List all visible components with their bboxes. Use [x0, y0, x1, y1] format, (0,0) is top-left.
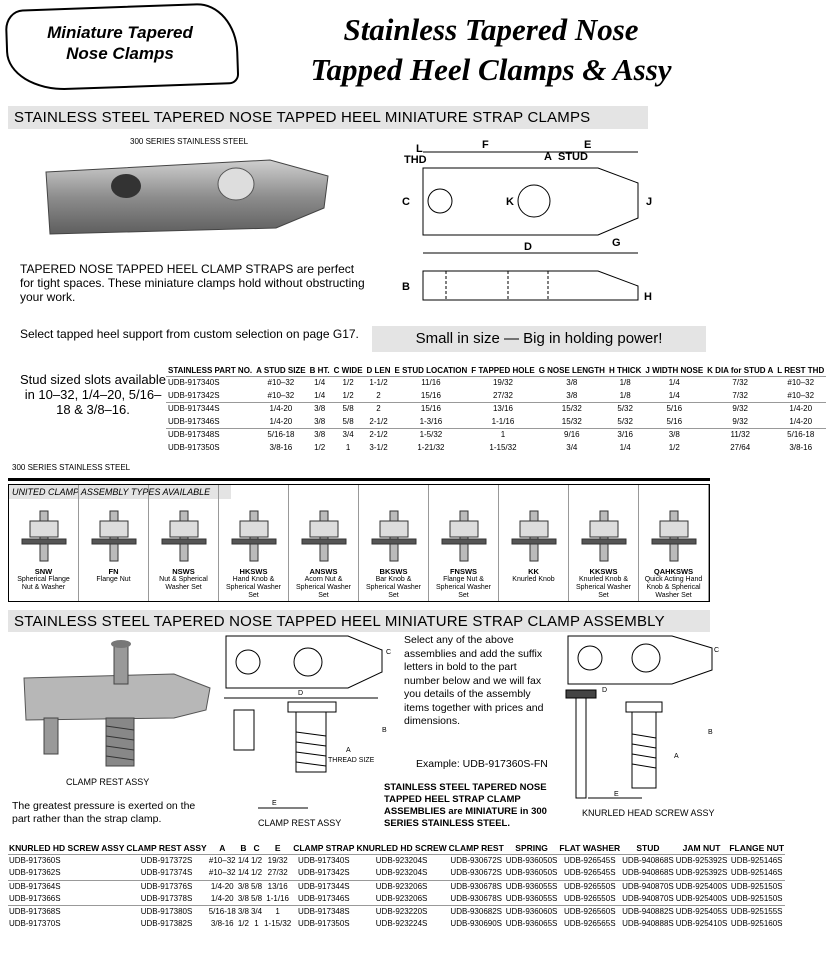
table-cell: #10–32: [267, 390, 295, 400]
table-cell: 3/4: [250, 907, 263, 917]
table-cell: 3/8: [668, 430, 680, 439]
table-row: [8, 906, 785, 919]
table-cell: 1: [275, 907, 280, 917]
dim-label-c: C: [402, 196, 410, 208]
table-cell: 1/2: [237, 919, 249, 929]
diag-label-e: E: [272, 800, 277, 807]
diagram1-caption: CLAMP REST ASSY: [258, 818, 342, 828]
table-cell: 1/8: [619, 390, 631, 400]
table-cell: 3/8: [314, 404, 326, 413]
dim-label-k: K: [506, 196, 514, 208]
table-cell: 1/2: [342, 390, 354, 400]
diag2-label-c: C: [714, 647, 720, 654]
table-cell: UDB-917344S: [298, 881, 350, 891]
table-cell: 1/8: [619, 378, 631, 387]
table-cell: 9/16: [564, 430, 580, 439]
slogan: Small in size — Big in holding power!: [372, 326, 706, 352]
table-cell: UDB-923220S: [375, 907, 428, 917]
strap-col-header: C WIDE: [333, 366, 363, 375]
dim-label-l: L: [416, 143, 423, 155]
table-cell: UDB-940868S: [622, 868, 674, 878]
assy-col-header: B: [240, 843, 247, 853]
table-cell: UDB-926550S: [563, 881, 616, 891]
dim-label-f: F: [482, 139, 489, 151]
dim-label-d: D: [524, 241, 532, 253]
table-cell: UDB-917372S: [140, 856, 193, 865]
section1-select-text: Select tapped heel support from custom selection on page G17.: [20, 327, 359, 341]
assy-col-header: C: [253, 843, 260, 853]
table-cell: UDB-925150S: [730, 893, 783, 903]
table-cell: UDB-940868S: [622, 856, 674, 865]
strap-col-header: A STUD SIZE: [256, 366, 306, 375]
table-cell: UDB-917346S: [298, 893, 350, 903]
table-cell: 15/16: [420, 404, 441, 413]
strap-col-header: D LEN: [366, 366, 391, 375]
table-cell: #10–32: [787, 378, 815, 387]
title-line-1: Stainless Tapered Nose: [343, 12, 639, 47]
table-cell: 9/32: [732, 416, 748, 426]
table-row: [166, 442, 826, 455]
table-cell: 2: [376, 390, 381, 400]
knurled-screw-assy-diagram: [562, 630, 728, 806]
table-row: [8, 893, 785, 906]
table-cell: UDB-917370S: [9, 919, 61, 929]
table-cell: UDB-925405S: [675, 907, 728, 917]
assembly-type-desc: Acorn Nut & Spherical Washer Set: [296, 576, 351, 599]
table-cell: 27/64: [730, 442, 751, 452]
assembly-type-kk: [499, 485, 569, 601]
table-cell: 1/2: [314, 442, 326, 452]
strap-col-header: K DIA for STUD A: [707, 366, 774, 375]
table-cell: 3/8: [314, 430, 326, 439]
table-cell: 1/2: [668, 442, 680, 452]
table-row: [166, 429, 826, 442]
table-cell: UDB-940870S: [622, 881, 674, 891]
title-line-2: Tapped Heel Clamps & Assy: [310, 52, 672, 87]
table-cell: 1/4: [668, 378, 680, 387]
assy-col-header: E: [274, 843, 281, 853]
table-cell: 15/16: [420, 390, 441, 400]
table-row: [8, 867, 785, 880]
table-cell: UDB-923204S: [375, 856, 428, 865]
table-cell: 13/16: [492, 404, 513, 413]
assembly-icon: [359, 501, 429, 563]
assembly-type-desc: Nut & Spherical Washer Set: [159, 576, 208, 591]
table-cell: UDB-917378S: [140, 893, 193, 903]
table-cell: UDB-917340S: [168, 378, 220, 387]
dim-label-thd: THD: [404, 154, 427, 166]
assembly-type-desc: Bar Knob & Spherical Washer Set: [366, 576, 421, 599]
table-cell: UDB-925392S: [675, 868, 728, 878]
table-cell: 1/4: [237, 856, 249, 865]
table-cell: UDB-917342S: [168, 390, 220, 400]
assy-col-header: STUD: [636, 843, 660, 853]
section1-title: STAINLESS STEEL TAPERED NOSE TAPPED HEEL MINIATURE STRAP CLAMPS: [8, 106, 648, 129]
table-cell: 1/4-20: [269, 416, 293, 426]
strap-col-header: G NOSE LENGTH: [538, 366, 605, 375]
table-cell: 1-1/16: [266, 893, 289, 903]
dim-label-j: J: [646, 196, 653, 208]
table-cell: 7/32: [732, 378, 748, 387]
table-cell: 13/16: [267, 881, 288, 891]
table-cell: UDB-936055S: [505, 881, 558, 891]
table-row: [8, 918, 785, 930]
table-cell: 27/32: [492, 390, 513, 400]
select-assembly-text: Select any of the above assemblies and add the suffix letters in bold to the part number below and we will fax you details of the assembly items together with prices and dimensions.: [404, 634, 544, 727]
table-cell: UDB-925146S: [730, 856, 783, 865]
table-cell: UDB-940870S: [622, 893, 674, 903]
table-cell: UDB-936055S: [505, 893, 558, 903]
assembly-type-bksws: [359, 485, 429, 601]
table-cell: 2-1/2: [369, 430, 388, 439]
assembly-type-snw: [9, 485, 79, 601]
table-cell: UDB-925150S: [730, 881, 783, 891]
table-cell: UDB-917360S: [9, 856, 61, 865]
pressure-text: The greatest pressure is exerted on the part rather than the strap clamp.: [12, 800, 196, 825]
table-cell: UDB-917380S: [140, 907, 193, 917]
table-cell: 5/16-18: [208, 907, 236, 917]
table-row: [166, 377, 826, 390]
assembly-icon: [289, 501, 359, 563]
assembly-type-kksws: [569, 485, 639, 601]
table-cell: 5/16: [666, 404, 683, 413]
assembly-type-nsws: [149, 485, 219, 601]
table-cell: 15/32: [561, 416, 582, 426]
table-cell: 5/32: [617, 404, 633, 413]
table-caption: 300 SERIES STAINLESS STEEL: [12, 463, 131, 472]
table-cell: 1: [254, 919, 259, 929]
table-cell: UDB-917374S: [140, 868, 193, 878]
section1-photo-caption: 300 SERIES STAINLESS STEEL: [130, 137, 249, 146]
assembly-type-code: QAHKSWS: [653, 567, 694, 576]
table-cell: 1/2: [250, 868, 263, 878]
table-cell: UDB-926550S: [563, 893, 616, 903]
table-cell: #10–32: [208, 856, 236, 865]
assy-col-header: KNURLED HD SCREW: [356, 843, 447, 853]
assembly-icon: [9, 501, 79, 563]
table-cell: 1/4: [237, 868, 249, 878]
strap-col-header: B HT.: [309, 366, 330, 375]
table-cell: 1/4-20: [210, 893, 234, 903]
strap-col-header: STAINLESS PART NO.: [168, 366, 253, 375]
table-row: [166, 390, 826, 403]
assembly-icon: [219, 501, 289, 563]
table-cell: 1/4: [619, 442, 631, 452]
table-cell: 1-15/32: [264, 919, 292, 929]
table-cell: 1-5/32: [419, 430, 443, 439]
table-cell: UDB-930678S: [450, 893, 503, 903]
table-cell: UDB-936050S: [505, 868, 558, 878]
table-cell: UDB-923204S: [375, 868, 428, 878]
table-cell: UDB-930672S: [450, 856, 503, 865]
badge-line-2: Nose Clamps: [66, 44, 174, 63]
table-cell: 1-1/16: [491, 416, 515, 426]
page-title: [248, 10, 734, 90]
table-cell: 3/4: [342, 430, 354, 439]
dim-label-e: E: [584, 139, 592, 151]
divider: [8, 478, 710, 481]
table-cell: 5/16: [666, 416, 683, 426]
table-cell: 9/32: [732, 404, 748, 413]
dim-label-b: B: [402, 281, 410, 293]
assy-col-header: CLAMP REST: [448, 843, 504, 853]
table-cell: UDB-936050S: [505, 856, 558, 865]
table-cell: UDB-917340S: [298, 856, 350, 865]
table-cell: 3/8: [237, 893, 249, 903]
diag-label-b: B: [382, 727, 387, 734]
assembly-icon: [429, 501, 499, 563]
diag-label-a: A: [346, 747, 351, 754]
assembly-type-code: HKSWS: [239, 567, 268, 576]
table-cell: UDB-925392S: [675, 856, 728, 865]
table-cell: UDB-925400S: [675, 881, 728, 891]
table-cell: UDB-930672S: [450, 868, 503, 878]
types-header: UNITED CLAMP ASSEMBLY TYPES AVAILABLE: [9, 485, 231, 499]
diag2-label-a: A: [674, 753, 679, 760]
table-cell: 1-15/32: [489, 442, 517, 452]
assembly-type-code: SNW: [34, 567, 53, 576]
dim-label-h: H: [644, 291, 652, 303]
table-row: [8, 880, 785, 893]
diag-label-c: C: [386, 649, 392, 656]
table-cell: UDB-940888S: [622, 919, 674, 929]
table-cell: UDB-917362S: [9, 868, 61, 878]
table-cell: UDB-917376S: [140, 881, 193, 891]
table-cell: UDB-923224S: [375, 919, 428, 929]
assembly-table: [8, 843, 785, 931]
strap-col-header: E STUD LOCATION: [394, 366, 468, 375]
table-cell: #10–32: [208, 868, 236, 878]
table-cell: 19/32: [267, 856, 288, 865]
table-cell: UDB-925155S: [730, 907, 783, 917]
assembly-icon: [79, 501, 149, 563]
table-cell: UDB-926560S: [563, 907, 616, 917]
table-cell: UDB-926545S: [563, 856, 616, 865]
table-cell: 5/16-18: [267, 430, 295, 439]
thread-size-label: THREAD SIZE: [328, 757, 375, 764]
table-cell: 5/16-18: [787, 430, 815, 439]
table-cell: UDB-925410S: [675, 919, 728, 929]
table-cell: UDB-925400S: [675, 893, 728, 903]
dim-label-a: A: [544, 151, 552, 163]
table-cell: UDB-930678S: [450, 881, 503, 891]
table-row: [8, 855, 785, 868]
assembly-type-desc: Quick Acting Hand Knob & Spherical Washer Set: [644, 576, 703, 599]
table-cell: UDB-923206S: [375, 881, 428, 891]
table-cell: UDB-930690S: [450, 919, 503, 929]
table-cell: 1: [500, 430, 506, 439]
diag2-label-e: E: [614, 791, 619, 798]
table-cell: 7/32: [732, 390, 748, 400]
assembly-type-code: KKSWS: [589, 567, 618, 576]
slots-text: Stud sized slots available in 10–32, 1/4–20, 5/16–18 & 3/8–16.: [20, 372, 166, 417]
table-cell: 1/4: [314, 378, 326, 387]
diag2-label-b: B: [708, 729, 713, 736]
table-cell: UDB-923206S: [375, 893, 428, 903]
assembly-type-code: ANSWS: [309, 567, 338, 576]
table-cell: UDB-917348S: [168, 430, 220, 439]
assembly-type-code: KK: [528, 567, 539, 576]
table-cell: 15/32: [561, 404, 582, 413]
table-cell: 3/16: [617, 430, 633, 439]
assembly-type-code: FN: [108, 567, 119, 576]
table-cell: 3/8-16: [789, 442, 813, 452]
assembly-type-hksws: [219, 485, 289, 601]
assy-col-header: A: [219, 843, 226, 853]
strap-col-header: J WIDTH NOSE: [645, 366, 704, 375]
table-cell: 1/4-20: [789, 404, 813, 413]
table-cell: 3/8-16: [210, 919, 234, 929]
table-cell: UDB-930682S: [450, 907, 503, 917]
table-cell: 2-1/2: [369, 416, 388, 426]
table-cell: #10–32: [267, 378, 295, 387]
assembly-type-desc: Spherical Flange Nut & Washer: [17, 576, 70, 591]
assembly-type-desc: Knurled Knob & Spherical Washer Set: [576, 576, 631, 599]
table-cell: 3/8: [566, 378, 578, 387]
table-cell: UDB-917346S: [168, 416, 220, 426]
table-cell: UDB-917368S: [9, 907, 61, 917]
diag-label-d: D: [298, 690, 304, 697]
table-cell: UDB-917350S: [168, 442, 220, 452]
strap-dimension-diagram: [398, 138, 718, 318]
assy-col-header: CLAMP REST ASSY: [126, 843, 207, 853]
assembly-type-desc: Flange Nut: [96, 576, 131, 583]
table-cell: 1/2: [250, 856, 263, 865]
assembly-type-fn: [79, 485, 149, 601]
strap-table: [166, 366, 826, 454]
assy-col-header: FLAT WASHER: [559, 843, 621, 853]
table-cell: 1: [345, 442, 351, 452]
table-cell: UDB-936060S: [505, 907, 558, 917]
table-cell: UDB-940882S: [622, 907, 674, 917]
table-cell: UDB-936065S: [505, 919, 558, 929]
badge-line-1: Miniature Tapered: [47, 23, 193, 42]
assembly-types-strip: [8, 484, 710, 602]
photo-caption-clamp-rest: CLAMP REST ASSY: [66, 777, 150, 787]
clamp-rest-assy-diagram: [218, 632, 394, 818]
assy-col-header: FLANGE NUT: [729, 843, 785, 853]
table-cell: #10–32: [787, 390, 815, 400]
assy-col-header: CLAMP STRAP: [293, 843, 355, 853]
assembly-type-code: FNSWS: [449, 567, 478, 576]
table-cell: UDB-925146S: [730, 868, 783, 878]
table-cell: UDB-917342S: [298, 868, 350, 878]
table-cell: 27/32: [267, 868, 288, 878]
table-cell: UDB-917382S: [140, 919, 193, 929]
table-cell: UDB-917344S: [168, 404, 220, 413]
table-cell: 5/8: [342, 404, 354, 413]
table-cell: 1/4-20: [210, 881, 234, 891]
strap-clamp-photo: [40, 148, 340, 240]
table-cell: UDB-926565S: [563, 919, 616, 929]
assembly-type-qahksws: [639, 485, 709, 601]
diagram2-caption: KNURLED HEAD SCREW ASSY: [582, 808, 715, 818]
strap-col-header: H THICK: [608, 366, 642, 375]
table-cell: 3-1/2: [369, 442, 388, 452]
table-row: [166, 416, 826, 429]
table-cell: 3/8: [566, 390, 578, 400]
assy-col-header: SPRING: [515, 843, 548, 853]
table-cell: 1/4: [314, 390, 326, 400]
dim-label-stud: STUD: [558, 151, 588, 163]
table-cell: 1-3/16: [419, 416, 443, 426]
table-cell: 1/4: [668, 390, 680, 400]
clamp-rest-assy-photo: [14, 638, 214, 768]
table-cell: 11/16: [421, 378, 441, 387]
table-cell: 3/4: [566, 442, 578, 452]
table-cell: UDB-926545S: [563, 868, 616, 878]
assy-col-header: KNURLED HD SCREW ASSY: [9, 843, 125, 853]
strap-col-header: L REST THD: [777, 366, 825, 375]
assembly-note: STAINLESS STEEL TAPERED NOSE TAPPED HEEL STRAP CLAMP ASSEMBLIES are MINIATURE in 300 SERIES STAINLESS STEEL.: [384, 782, 547, 829]
assembly-icon: [639, 501, 709, 563]
table-cell: 1/4-20: [269, 404, 293, 413]
table-cell: 1/2: [342, 378, 354, 387]
table-cell: 2: [376, 404, 381, 413]
assembly-type-code: NSWS: [172, 567, 195, 576]
table-cell: UDB-925160S: [730, 919, 783, 929]
table-cell: 5/8: [250, 881, 263, 891]
category-badge: [20, 22, 220, 64]
table-cell: 5/32: [617, 416, 633, 426]
table-cell: UDB-917366S: [9, 893, 61, 903]
table-cell: 3/8-16: [269, 442, 293, 452]
table-cell: UDB-917364S: [9, 881, 61, 891]
table-cell: 19/32: [492, 378, 513, 387]
assembly-type-code: BKSWS: [379, 567, 408, 576]
section1-description: TAPERED NOSE TAPPED HEEL CLAMP STRAPS are perfect for tight spaces. These miniature clamps hold without obstructing your work.: [20, 262, 365, 304]
assembly-icon: [499, 501, 569, 563]
strap-col-header: F TAPPED HOLE: [471, 366, 535, 375]
table-cell: 3/8: [237, 907, 249, 917]
example-text: Example: UDB-917360S-FN: [416, 758, 548, 770]
assembly-icon: [569, 501, 639, 563]
diag2-label-d: D: [602, 687, 608, 694]
assembly-type-fnsws: [429, 485, 499, 601]
table-cell: 1-21/32: [417, 442, 445, 452]
assembly-type-desc: Hand Knob & Spherical Washer Set: [226, 576, 281, 599]
table-cell: 11/32: [730, 430, 750, 439]
table-cell: UDB-917348S: [298, 907, 350, 917]
table-cell: 3/8: [237, 881, 249, 891]
table-row: [166, 403, 826, 416]
table-cell: 5/8: [342, 416, 354, 426]
assembly-type-desc: Knurled Knob: [512, 576, 555, 583]
assy-col-header: JAM NUT: [682, 843, 721, 853]
dim-label-g: G: [612, 237, 621, 249]
table-cell: UDB-917350S: [298, 919, 350, 929]
table-cell: 5/8: [250, 893, 263, 903]
table-cell: 1-1/2: [369, 378, 388, 387]
section2-title: STAINLESS STEEL TAPERED NOSE TAPPED HEEL MINIATURE STRAP CLAMP ASSEMBLY: [8, 610, 710, 632]
assembly-type-desc: Flange Nut & Spherical Washer Set: [436, 576, 491, 599]
assembly-type-answs: [289, 485, 359, 601]
assembly-icon: [149, 501, 219, 563]
table-cell: 3/8: [314, 416, 326, 426]
table-cell: 1/4-20: [789, 416, 813, 426]
